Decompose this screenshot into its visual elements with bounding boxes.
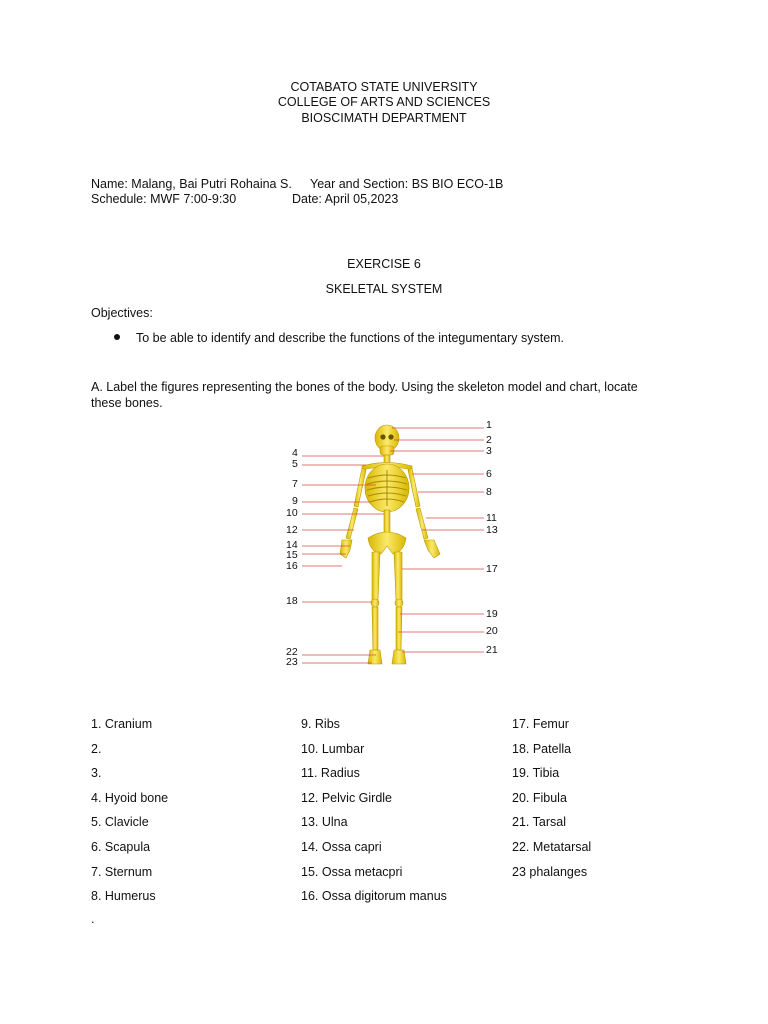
figure-number: 10	[286, 507, 298, 519]
figure-number: 7	[292, 478, 298, 490]
figure-number: 14	[286, 539, 298, 551]
figure-number: 2	[486, 434, 492, 446]
answer-item: 6. Scapula	[91, 839, 151, 854]
figure-number: 13	[486, 524, 498, 536]
student-name: Name: Malang, Bai Putri Rohaina S.	[91, 177, 292, 191]
answer-item: 15. Ossa metacpri	[301, 864, 403, 879]
answer-item: 21. Tarsal	[512, 815, 566, 830]
date: Date: April 05,2023	[292, 192, 399, 206]
answer-item: 20. Fibula	[512, 790, 567, 805]
answer-item: 5. Clavicle	[91, 815, 149, 830]
answer-item: 9. Ribs	[301, 717, 340, 731]
figure-number: 5	[292, 458, 298, 470]
figure-number: 8	[486, 486, 492, 498]
schedule: Schedule: MWF 7:00-9:30	[91, 192, 237, 206]
skeleton-illustration	[340, 425, 440, 664]
college-title: COLLEGE OF ARTS AND SCIENCES	[277, 95, 491, 109]
figure-number: 22	[286, 646, 298, 658]
figure-number: 15	[286, 549, 298, 561]
answer-item: 1. Cranium	[91, 717, 153, 731]
figure-number: 23	[286, 656, 298, 668]
answer-item: 3.	[91, 766, 102, 781]
answers-column-2	[301, 716, 447, 913]
figure-number: 11	[486, 512, 497, 524]
answer-item: 8. Humerus	[91, 889, 156, 904]
university-title: COTABATO STATE UNIVERSITY	[290, 80, 478, 94]
answer-item: 17. Femur	[512, 717, 569, 731]
answer-item: 22. Metatarsal	[512, 839, 592, 854]
answer-item: 4. Hyoid bone	[91, 790, 169, 805]
answer-item: 7. Sternum	[91, 864, 153, 879]
objectives-heading: Objectives:	[91, 306, 153, 320]
figure-number: 12	[286, 524, 298, 536]
department-title: BIOSCIMATH DEPARTMENT	[301, 111, 467, 125]
answer-item: 12. Pelvic Girdle	[301, 790, 393, 805]
answer-item: 23 phalanges	[512, 864, 588, 879]
figure-number: 16	[286, 560, 298, 572]
figure-number: 17	[486, 563, 498, 575]
exercise-number: EXERCISE 6	[347, 257, 421, 271]
answer-item: 18. Patella	[512, 741, 572, 756]
figure-number: 19	[486, 608, 498, 620]
answer-item: 14. Ossa capri	[301, 839, 382, 854]
instruction-line-1: A. Label the figures representing the bones of the body. Using the skeleton model and chart, locate	[91, 380, 638, 394]
answer-item: 13. Ulna	[301, 815, 348, 830]
answer-item: 11. Radius	[301, 766, 360, 781]
answers-column-1	[91, 716, 168, 913]
bullet-icon	[114, 334, 120, 340]
objective-item: To be able to identify and describe the functions of the integumentary system.	[136, 331, 565, 345]
figure-number: 21	[486, 644, 498, 656]
figure-number: 9	[292, 495, 298, 507]
figure-number: 3	[486, 445, 492, 457]
figure-number: 6	[486, 468, 492, 480]
trailing-mark: .	[91, 912, 95, 926]
figure-number: 1	[486, 419, 492, 431]
answer-item: 16. Ossa digitorum manus	[301, 889, 447, 904]
skeleton-diagram	[280, 418, 510, 674]
figure-number: 18	[286, 595, 298, 607]
figure-number: 4	[292, 447, 298, 459]
exercise-title: SKELETAL SYSTEM	[325, 282, 443, 296]
instruction-line-2: these bones.	[91, 396, 163, 410]
answer-item: 2.	[91, 741, 102, 756]
answer-item: 19. Tibia	[512, 766, 560, 781]
answer-item: 10. Lumbar	[301, 741, 365, 756]
figure-number: 20	[486, 625, 498, 637]
answers-column-3	[512, 716, 591, 888]
year-section: Year and Section: BS BIO ECO-1B	[310, 177, 504, 191]
